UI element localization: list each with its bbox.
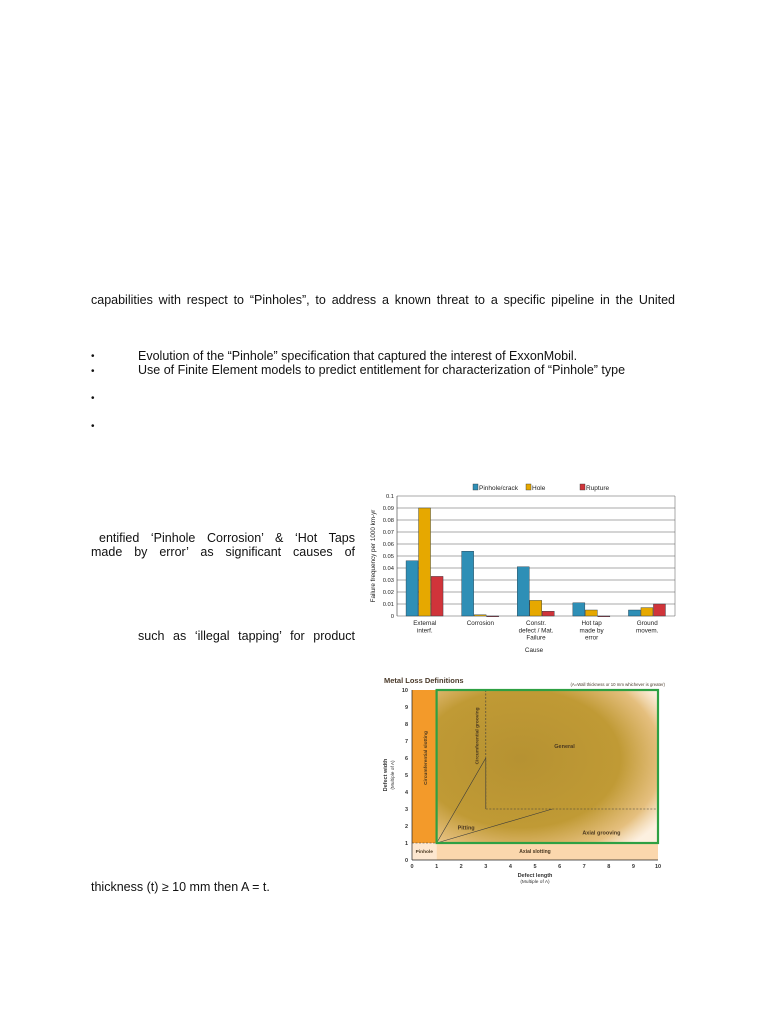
x-axis-label: Cause (524, 647, 544, 654)
x-tick-label: interf. (416, 627, 433, 635)
region-label: Pinhole (415, 849, 433, 855)
y-tick-label: 10 (401, 688, 408, 694)
y-tick-label: 0.03 (382, 578, 394, 584)
x-tick-label: External (413, 620, 437, 627)
bar (406, 561, 418, 616)
x-tick-label: 8 (607, 864, 611, 870)
bar (573, 603, 585, 616)
x-tick-label: error (584, 634, 599, 642)
y-tick-label: 0.09 (382, 506, 394, 512)
bar (628, 610, 640, 616)
legend-swatch (526, 484, 531, 490)
bar (641, 608, 653, 616)
bullet-text-finite-element: Use of Finite Element models to predict entitlement for characterization of “Pinhole” type (138, 363, 626, 377)
y-tick-label: 0.01 (382, 602, 394, 608)
bar (462, 551, 474, 616)
x-tick-label: 10 (654, 864, 662, 870)
x-tick-label: defect / Mat. (518, 627, 554, 635)
y-tick-label: 0.08 (382, 518, 394, 524)
bar (419, 508, 431, 616)
bar (474, 615, 486, 616)
side-text-line-1: entified ‘Pinhole Corrosion’ & ‘Hot Taps (99, 531, 355, 545)
x-tick-label: 7 (582, 864, 586, 870)
y-tick-label: 3 (404, 807, 408, 813)
x-tick-label: 0 (410, 864, 414, 870)
bar (598, 616, 610, 617)
bullet-mark: • (91, 393, 95, 404)
x-tick-label: 3 (484, 864, 488, 870)
y-tick-label: 0 (404, 858, 408, 864)
y-tick-label: 0.05 (382, 554, 394, 560)
paragraph-capabilities: capabilities with respect to “Pinholes”, to address a known threat to a specific pipeline in the United (91, 293, 675, 307)
y-tick-label: 2 (404, 824, 408, 830)
y-tick-label: 0.1 (385, 494, 394, 500)
y-tick-label: 0.07 (382, 530, 394, 536)
side-text-line-3: such as ‘illegal tapping’ for product (138, 629, 355, 643)
x-tick-label: Hot tap (581, 620, 602, 627)
region-label: General (554, 743, 575, 750)
bar (542, 611, 554, 616)
bullet-mark: • (91, 366, 95, 377)
bar (517, 567, 529, 616)
bullet-mark: • (91, 421, 95, 432)
bar (585, 610, 597, 616)
legend-swatch (473, 484, 478, 490)
legend-label: Pinhole/crack (479, 485, 519, 492)
legend-swatch (580, 484, 585, 490)
y-tick-label: 5 (404, 773, 408, 779)
x-tick-label: 4 (508, 864, 512, 870)
y-tick-label: 1 (404, 841, 408, 847)
y-tick-label: 9 (404, 705, 408, 711)
x-tick-label: Corrosion (466, 620, 495, 627)
x-tick-label: 2 (459, 864, 463, 870)
y-axis-label: Defect width (383, 758, 389, 792)
diagram-note: (A=Wall thickness or 10 mm whichever is greater) (570, 682, 665, 687)
side-text-line-2: made by error’ as significant causes of (91, 545, 355, 559)
y-tick-label: 0 (390, 614, 394, 620)
y-tick-label: 0.02 (382, 590, 394, 596)
footer-line: thickness (t) ≥ 10 mm then A = t. (91, 880, 270, 894)
bar (653, 604, 665, 616)
x-tick-label: Ground (636, 620, 658, 627)
x-axis-label: Defect length (517, 873, 553, 879)
y-tick-label: 8 (404, 722, 408, 728)
x-tick-label: 9 (631, 864, 635, 870)
y-tick-label: 0.04 (382, 566, 394, 572)
x-tick-label: 6 (558, 864, 562, 870)
bar (431, 576, 443, 616)
region-label: Pitting (457, 825, 475, 832)
failure-frequency-bar-chart (366, 479, 678, 657)
x-tick-label: movem. (635, 627, 659, 635)
olive-main-area (437, 690, 658, 843)
x-tick-label: Constr. (526, 620, 546, 627)
y-axis-sublabel: (Multiple of A) (391, 760, 396, 790)
x-tick-label: Failure (526, 634, 546, 642)
legend-label: Rupture (586, 485, 610, 492)
x-tick-label: made by (579, 627, 604, 635)
x-tick-label: 5 (533, 864, 537, 870)
legend-label: Hole (532, 485, 546, 492)
x-tick-label: 1 (435, 864, 439, 870)
diagram-title: Metal Loss Definitions (384, 676, 464, 685)
bullet-text-evolution: Evolution of the “Pinhole” specification that captured the interest of ExxonMobil. (138, 349, 578, 363)
region-label: Circumferential grooving (475, 707, 481, 765)
region-label: Axial slotting (519, 848, 551, 855)
y-tick-label: 0.06 (382, 542, 394, 548)
x-axis-sublabel: (Multiple of A) (520, 880, 550, 885)
metal-loss-definitions-diagram (366, 670, 678, 885)
bar (530, 600, 542, 616)
y-axis-label: Failure frequency per 1000 km-yr (370, 509, 377, 603)
bullet-mark: • (91, 351, 95, 362)
region-label: Axial grooving (582, 830, 621, 837)
bar (487, 616, 499, 617)
y-tick-label: 4 (404, 790, 408, 796)
y-tick-label: 7 (404, 739, 408, 745)
region-label: Circumferential slotting (423, 731, 429, 785)
y-tick-label: 6 (404, 756, 408, 762)
